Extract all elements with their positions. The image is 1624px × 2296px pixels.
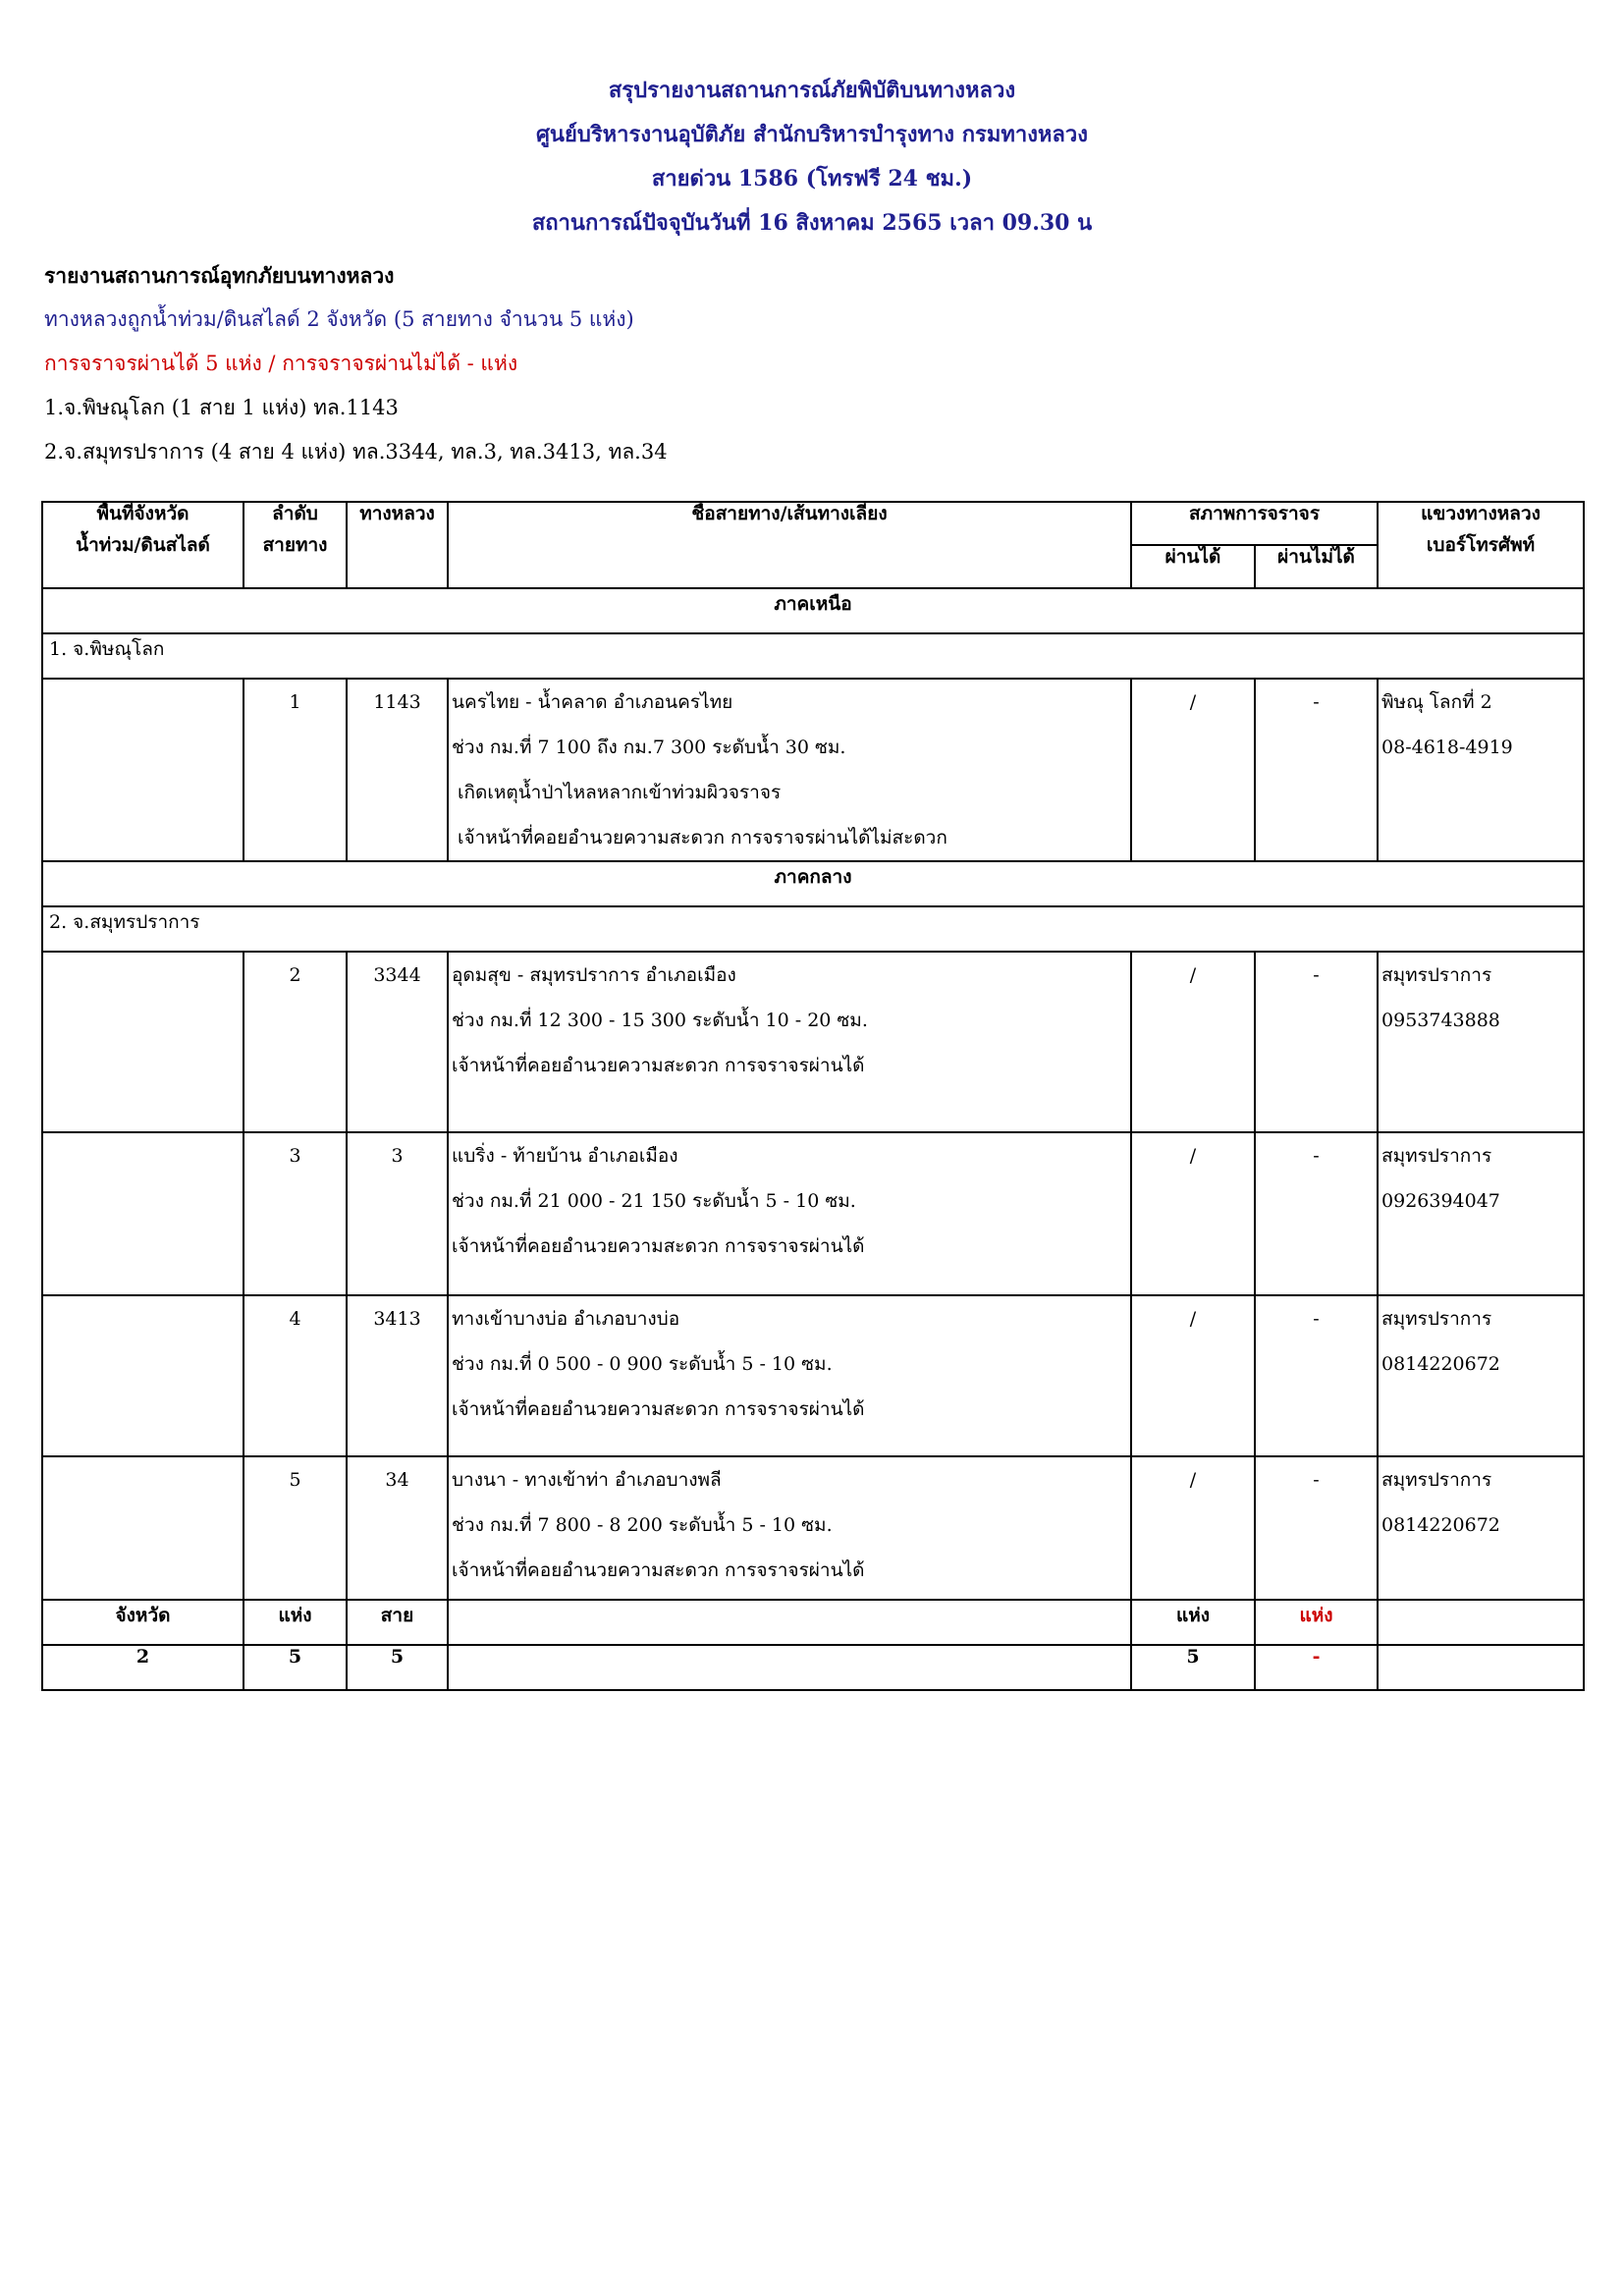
route-cell: แบริ่ง - ท้ายบ้าน อำเภอเมือง ช่วง กม.ที่ 21 000 - 21 150 ระดับน้ำ 5 - 10 ซม. เจ้าหน้าที่คอยอำนวยความสะดวก การจราจรผ่านได้: [448, 1132, 1131, 1295]
report-header: [0, 69, 1624, 246]
nopass-cell: -: [1255, 1456, 1378, 1600]
order-cell: 3: [244, 1132, 347, 1295]
hotline: สายด่วน 1586 (โทรฟรี 24 ชม.): [651, 166, 973, 191]
route-cell: อุดมสุข - สมุทรปราการ อำเภอเมือง ช่วง กม.ที่ 12 300 - 15 300 ระดับน้ำ 10 - 20 ซม. เจ้าหน้าที่คอยอำนวยความสะดวก การจราจรผ่านได้: [448, 952, 1131, 1132]
flood-report-table: [41, 501, 1585, 1691]
affected-summary: ทางหลวงถูกน้ำท่วม/ดินสไลด์ 2 จังหวัด (5 สายทาง จำนวน 5 แห่ง): [44, 307, 634, 331]
summary-value-row: [42, 1645, 1584, 1690]
highway-cell: 3344: [347, 952, 448, 1132]
summary-places-value: 5: [244, 1645, 347, 1690]
district-cell: สมุทรปราการ 0953743888: [1378, 952, 1584, 1132]
pass-cell: /: [1131, 679, 1255, 861]
route-cell: ทางเข้าบางบ่อ อำเภอบางบ่อ ช่วง กม.ที่ 0 500 - 0 900 ระดับน้ำ 5 - 10 ซม. เจ้าหน้าที่คอยอำนวยความสะดวก การจราจรผ่านได้: [448, 1295, 1131, 1456]
order-cell: 1: [244, 679, 347, 861]
table-row: [42, 952, 1584, 1132]
summary-district-value: [1378, 1645, 1584, 1690]
pass-cell: /: [1131, 1132, 1255, 1295]
col-area-header: พื้นที่จังหวัด น้ำท่วม/ดินสไลด์: [42, 502, 244, 588]
col-pass-header: ผ่านได้: [1131, 545, 1255, 588]
highway-cell: 34: [347, 1456, 448, 1600]
col-order-header: ลำดับ สายทาง: [244, 502, 347, 588]
route-cell: บางนา - ทางเข้าท่า อำเภอบางพลี ช่วง กม.ที่ 7 800 - 8 200 ระดับน้ำ 5 - 10 ซม. เจ้าหน้าที่คอยอำนวยความสะดวก การจราจรผ่านได้: [448, 1456, 1131, 1600]
summary-blank-label: [448, 1600, 1131, 1645]
traffic-summary: [44, 342, 1576, 386]
province-phitsanulok: 1. จ.พิษณุโลก: [42, 633, 1584, 679]
nopass-cell: -: [1255, 952, 1378, 1132]
report-datetime: สถานการณ์ปัจจุบันวันที่ 16 สิงหาคม 2565 เวลา 09.30 น: [531, 210, 1093, 236]
nopass-cell: -: [1255, 1295, 1378, 1456]
area-cell: [42, 1456, 244, 1600]
district-cell: สมุทรปราการ 0814220672: [1378, 1295, 1584, 1456]
route-cell: นครไทย - น้ำคลาด อำเภอนครไทย ช่วง กม.ที่ 7 100 ถึง กม.7 300 ระดับน้ำ 30 ซม. เกิดเหตุน้ำป่าไหลหลากเข้าท่วมผิวจราจร เจ้าหน้าที่คอยอำนวยความสะดวก การจราจรผ่านได้ไม่สะดวก: [448, 679, 1131, 861]
col-district-header: แขวงทางหลวง เบอร์โทรศัพท์: [1378, 502, 1584, 588]
summary-pass-label: แห่ง: [1131, 1600, 1255, 1645]
summary-province-value: 2: [42, 1645, 244, 1690]
region-row-central: [42, 861, 1584, 906]
nopass-cell: -: [1255, 679, 1378, 861]
section-title: รายงานสถานการณ์อุทกภัยบนทางหลวง: [44, 263, 395, 288]
highway-cell: 3413: [347, 1295, 448, 1456]
summary-nopass-label: แห่ง: [1255, 1600, 1378, 1645]
summary-routes-label: สาย: [347, 1600, 448, 1645]
pass-cell: /: [1131, 1295, 1255, 1456]
table-header-row-1: [42, 502, 1584, 545]
order-cell: 4: [244, 1295, 347, 1456]
province-row-samutprakan: [42, 906, 1584, 952]
region-row-north: [42, 588, 1584, 633]
summary-nopass-value: -: [1255, 1645, 1378, 1690]
agency-name: ศูนย์บริหารงานอุบัติภัย สำนักบริหารบำรุงทาง กรมทางหลวง: [535, 122, 1089, 147]
highway-cell: 3: [347, 1132, 448, 1295]
area-cell: [42, 679, 244, 861]
order-cell: 5: [244, 1456, 347, 1600]
summary-label-row: [42, 1600, 1584, 1645]
table-row: [42, 1295, 1584, 1456]
province-summary-2: 2.จ.สมุทรปราการ (4 สาย 4 แห่ง) ทล.3344, ทล.3, ทล.3413, ทล.34: [44, 440, 668, 464]
order-cell: 2: [244, 952, 347, 1132]
area-cell: [42, 1132, 244, 1295]
province-summary-1: 1.จ.พิษณุโลก (1 สาย 1 แห่ง) ทล.1143: [44, 396, 399, 419]
col-status-header: สภาพการจราจร: [1131, 502, 1378, 545]
province-samutprakan: 2. จ.สมุทรปราการ: [42, 906, 1584, 952]
province-row-phitsanulok: [42, 633, 1584, 679]
summary-province-label: จังหวัด: [42, 1600, 244, 1645]
district-cell: สมุทรปราการ 0814220672: [1378, 1456, 1584, 1600]
col-nopass-header: ผ่านไม่ได้: [1255, 545, 1378, 588]
intro-summary: [44, 253, 1576, 474]
highway-cell: 1143: [347, 679, 448, 861]
summary-places-label: แห่ง: [244, 1600, 347, 1645]
district-cell: สมุทรปราการ 0926394047: [1378, 1132, 1584, 1295]
col-route-header: ชื่อสายทาง/เส้นทางเลี่ยง: [448, 502, 1131, 588]
summary-pass-value: 5: [1131, 1645, 1255, 1690]
area-cell: [42, 952, 244, 1132]
table-row: [42, 1132, 1584, 1295]
summary-blank-value: [448, 1645, 1131, 1690]
passable-summary: การจราจรผ่านได้ 5 แห่ง /: [44, 352, 276, 375]
table-row: [42, 679, 1584, 861]
summary-routes-value: 5: [347, 1645, 448, 1690]
area-cell: [42, 1295, 244, 1456]
region-north: ภาคเหนือ: [42, 588, 1584, 633]
district-cell: พิษณุ โลกที่ 2 08-4618-4919: [1378, 679, 1584, 861]
summary-district-label: [1378, 1600, 1584, 1645]
pass-cell: /: [1131, 952, 1255, 1132]
impassable-summary: การจราจรผ่านไม่ได้ - แห่ง: [282, 352, 518, 375]
report-title: สรุปรายงานสถานการณ์ภัยพิบัติบนทางหลวง: [608, 78, 1016, 103]
pass-cell: /: [1131, 1456, 1255, 1600]
table-row: [42, 1456, 1584, 1600]
nopass-cell: -: [1255, 1132, 1378, 1295]
col-highway-header: ทางหลวง: [347, 502, 448, 588]
region-central: ภาคกลาง: [42, 861, 1584, 906]
